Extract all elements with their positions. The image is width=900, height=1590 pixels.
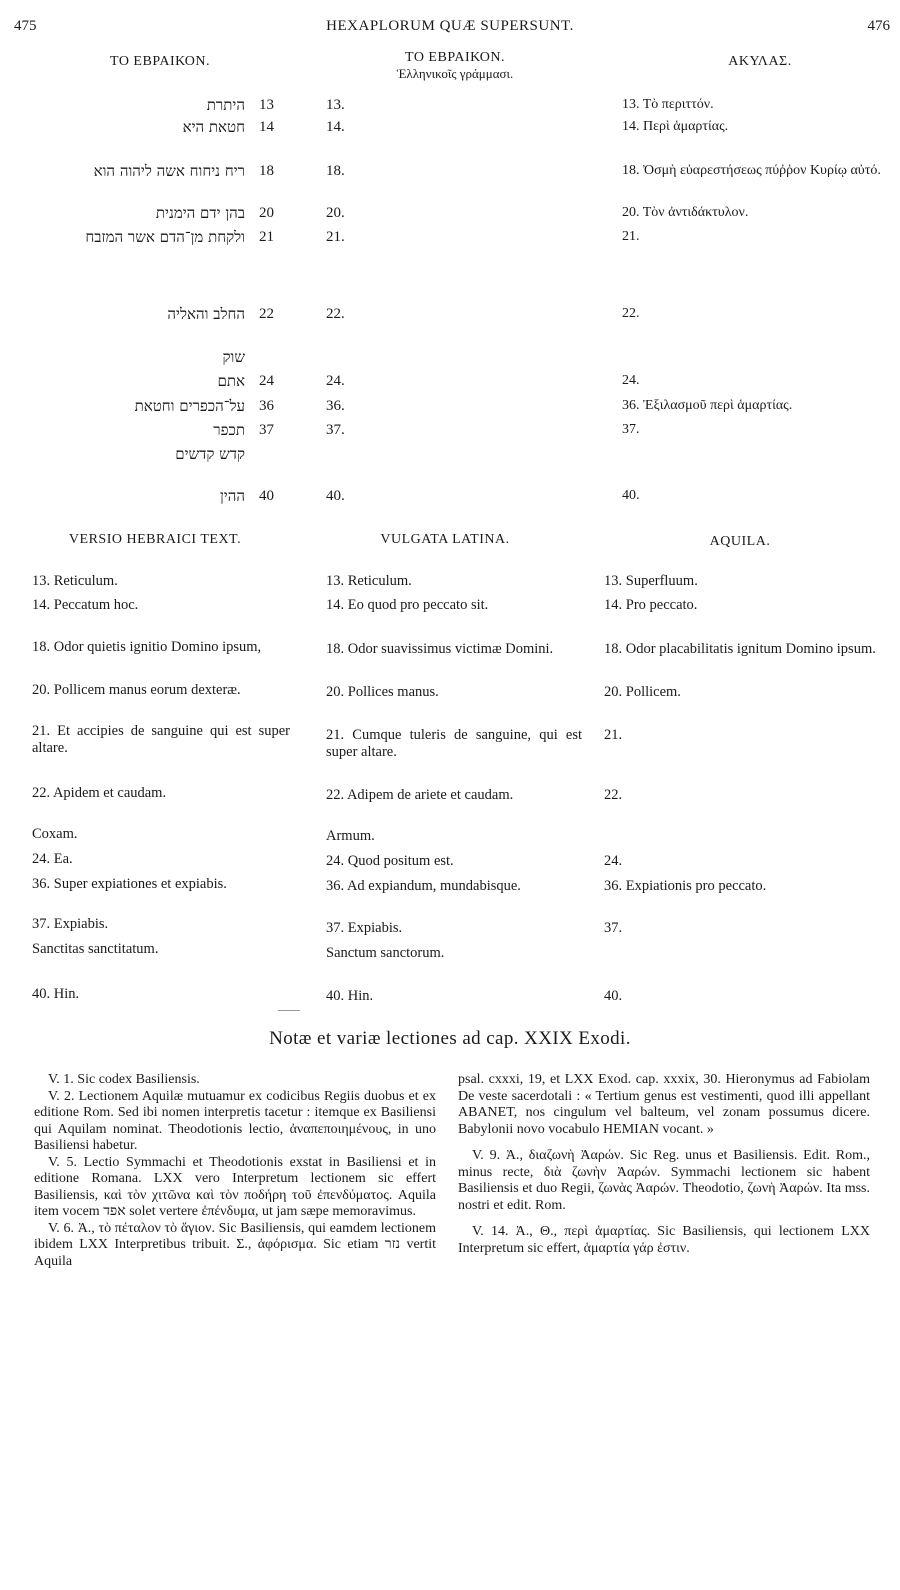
verse-number: 36 — [259, 398, 274, 414]
header-aquila-greek: ΑΚΥΛΑΣ. — [728, 54, 792, 69]
note-paragraph: V. 2. Lectionem Aquilæ mutuamur ex codicibus Regiis duobus et ex editione Rom. Sed ibi nomen interpretis tacetur : itemque ex Basiliensi qui Aquilam nominat. Theodotionis lectio, ἀναπεποιημένους, in uno Basiliensi habetur. — [34, 1088, 436, 1153]
hebrew-text: החלב והאליה — [167, 305, 245, 323]
verse-number: 20 — [259, 205, 274, 221]
verse-number: 20. — [326, 205, 345, 221]
header-vulgata: VULGATA LATINA. — [380, 532, 510, 547]
verse-number: 24 — [259, 373, 274, 389]
versio-text: Coxam. — [32, 826, 78, 842]
header-transliteration-title: ΤΟ ΕΒΡΑΙΚΟΝ. — [405, 50, 505, 65]
note-paragraph: V. 6. Ἀ., τὸ πέταλον τὸ ἅγιον. Sic Basiliensis, qui eamdem lectionem ibidem LXX Interpretibus tribuit. Σ., ἀφόρισμα. Sic etiam נזר vertit Aquila — [34, 1220, 436, 1269]
hebrew-text: על־הכפרים וחטאת — [134, 397, 245, 415]
versio-text: 37. Expiabis. — [32, 916, 109, 932]
verse-number: 37 — [259, 422, 274, 438]
versio-text: 18. Odor quietis ignitio Domino ipsum, — [32, 639, 262, 655]
versio-text: 20. Pollicem manus eorum dexteræ. — [32, 682, 241, 698]
aquila-text: 20. Pollicem. — [604, 684, 681, 700]
page-number-right: 476 — [867, 18, 890, 34]
aquila-greek-text: 21. — [622, 229, 640, 244]
verse-number: 40 — [259, 488, 274, 504]
vulgata-text: 20. Pollices manus. — [326, 684, 439, 700]
verse-number: 14. — [326, 119, 345, 135]
hebrew-text: תכפר — [213, 421, 245, 439]
vulgata-text: Armum. — [326, 828, 375, 844]
verse-number: 22 — [259, 306, 274, 322]
aquila-text: 40. — [604, 988, 623, 1004]
notes-right-column — [458, 1072, 870, 1257]
header-transliteration — [340, 50, 570, 82]
versio-text: 21. Et accipies de sanguine qui est super altare. — [32, 723, 290, 756]
hebrew-text: בהן ידם הימנית — [155, 204, 245, 222]
header-aquila: AQUILA. — [709, 534, 771, 549]
verse-number: 22. — [326, 306, 345, 322]
aquila-greek-text: 13. Τὸ περιττόν. — [622, 97, 714, 112]
aquila-greek-text: 24. — [622, 373, 640, 388]
vulgata-text: 22. Adipem de ariete et caudam. — [326, 787, 514, 803]
aquila-greek-text: 20. Τὸν ἀντιδάκτυλον. — [622, 205, 749, 220]
header-transliteration-sub: Ἑλληνικοῖς γράμμασι. — [396, 66, 514, 81]
versio-text: 22. Apidem et caudam. — [32, 785, 167, 801]
verse-number: 18. — [326, 163, 345, 179]
hebrew-text: ריח ניחוח אשה ליהוה הוא — [93, 162, 245, 180]
note-paragraph: psal. cxxxi, 19, et LXX Exod. cap. xxxix, 30. Hieronymus ad Fabiolam De veste sacerdotali : « Tertium genus est vestimenti, quod illi appellant ABANET, nos cingulum vel balteum, vel zonam possumus dicere. Babylonii novo vocabulo HEMIAN vocant. » — [458, 1072, 870, 1137]
aquila-greek-text: 37. — [622, 422, 640, 437]
vulgata-text: Sanctum sanctorum. — [326, 945, 445, 961]
vulgata-text: 24. Quod positum est. — [326, 853, 454, 869]
vulgata-text: 21. Cumque tuleris de sanguine, qui est super altare. — [326, 727, 582, 760]
aquila-greek-text: 18. Ὀσμὴ εὐαρεστήσεως πύῤῥον Κυρίῳ αὐτό. — [622, 163, 881, 178]
notes-left-column — [34, 1072, 436, 1270]
hebrew-text: קדש קדשים — [175, 445, 245, 463]
aquila-text: 13. Superfluum. — [604, 573, 698, 589]
vulgata-text: 13. Reticulum. — [326, 573, 412, 589]
running-head — [0, 18, 900, 40]
header-hebrew: ΤΟ ΕΒΡΑΙΚΟΝ. — [110, 54, 210, 69]
note-paragraph: V. 14. Ἀ., Θ., περὶ ἁμαρτίας. Sic Basiliensis, qui lectionem LXX Interpretum sic effert, ἁμαρτία γάρ ἐστιν. — [458, 1224, 870, 1256]
note-paragraph: V. 1. Sic codex Basiliensis. — [48, 1072, 200, 1087]
versio-text: 36. Super expiationes et expiabis. — [32, 876, 227, 892]
vulgata-text: 36. Ad expiandum, mundabisque. — [326, 878, 521, 894]
verse-number: 13 — [259, 97, 274, 113]
verse-number: 21. — [326, 229, 345, 245]
aquila-greek-text: 14. Περὶ ἁμαρτίας. — [622, 119, 729, 134]
versio-text: 14. Peccatum hoc. — [32, 597, 139, 613]
note-paragraph: V. 5. Lectio Symmachi et Theodotionis exstat in Basiliensi et in editione Romana. LXX vero Interpretum lectionem sic effert Basiliensis, καὶ τὸν χιτῶνα καὶ τὸν ποδήρη τοῦ ἐπενδύματος. Aquila item vocem אפד solet vertere ἐπένδυμα, ut jam sæpe memoravimus. — [34, 1154, 436, 1219]
vulgata-text: 14. Eo quod pro peccato sit. — [326, 597, 489, 613]
verse-number: 13. — [326, 97, 345, 113]
verse-number: 21 — [259, 229, 274, 245]
hebrew-text: היתרת — [206, 96, 245, 114]
versio-text: 13. Reticulum. — [32, 573, 118, 589]
versio-text: 40. Hin. — [32, 986, 80, 1002]
aquila-text: 36. Expiationis pro peccato. — [604, 878, 767, 894]
divider-rule — [278, 1010, 300, 1011]
running-title: HEXAPLORUM QUÆ SUPERSUNT. — [326, 18, 574, 34]
verse-number: 37. — [326, 422, 345, 438]
hebrew-text: ולקחת מן־הדם אשר המזבח — [85, 228, 245, 246]
verse-number: 18 — [259, 163, 274, 179]
header-versio: VERSIO HEBRAICI TEXT. — [68, 532, 242, 547]
verse-number: 24. — [326, 373, 345, 389]
vulgata-text: 18. Odor suavissimus victimæ Domini. — [326, 641, 554, 657]
aquila-text: 37. — [604, 920, 623, 936]
aquila-text: 24. — [604, 853, 623, 869]
aquila-text: 18. Odor placabilitatis ignitum Domino ipsum. — [604, 641, 876, 657]
aquila-text: 22. — [604, 787, 623, 803]
aquila-greek-text: 22. — [622, 306, 640, 321]
note-paragraph: V. 9. Ἀ., διαζωνὴ Ἀαρών. Sic Reg. unus et Basiliensis. Edit. Rom., minus recte, διὰ ζωνὴν Ἀαρών. Symmachi lectionem sic habent Basiliensis et duo Regii, ζωνὰς Ἀαρών. Theodotio, ζωνὴ Ἀαρών. Ita mss. nostri et edit. Rom. — [458, 1148, 870, 1213]
hebrew-text: ההין — [219, 487, 245, 505]
hebrew-text: שוק — [222, 348, 245, 366]
aquila-greek-text: 36. Ἐξιλασμοῦ περὶ ἁμαρτίας. — [622, 398, 793, 413]
aquila-text: 14. Pro peccato. — [604, 597, 698, 613]
verse-number: 14 — [259, 119, 274, 135]
vulgata-text: 40. Hin. — [326, 988, 374, 1004]
vulgata-text: 37. Expiabis. — [326, 920, 403, 936]
page-number-left: 475 — [14, 18, 37, 34]
hebrew-text: חטאת היא — [182, 118, 245, 136]
hebrew-text: אתם — [217, 372, 245, 390]
aquila-greek-text: 40. — [622, 488, 640, 503]
notes-title: Notæ et variæ lectiones ad cap. XXIX Exodi. — [269, 1028, 631, 1049]
verse-number: 40. — [326, 488, 345, 504]
versio-text: 24. Ea. — [32, 851, 73, 867]
versio-text: Sanctitas sanctitatum. — [32, 941, 159, 957]
verse-number: 36. — [326, 398, 345, 414]
aquila-text: 21. — [604, 727, 623, 743]
